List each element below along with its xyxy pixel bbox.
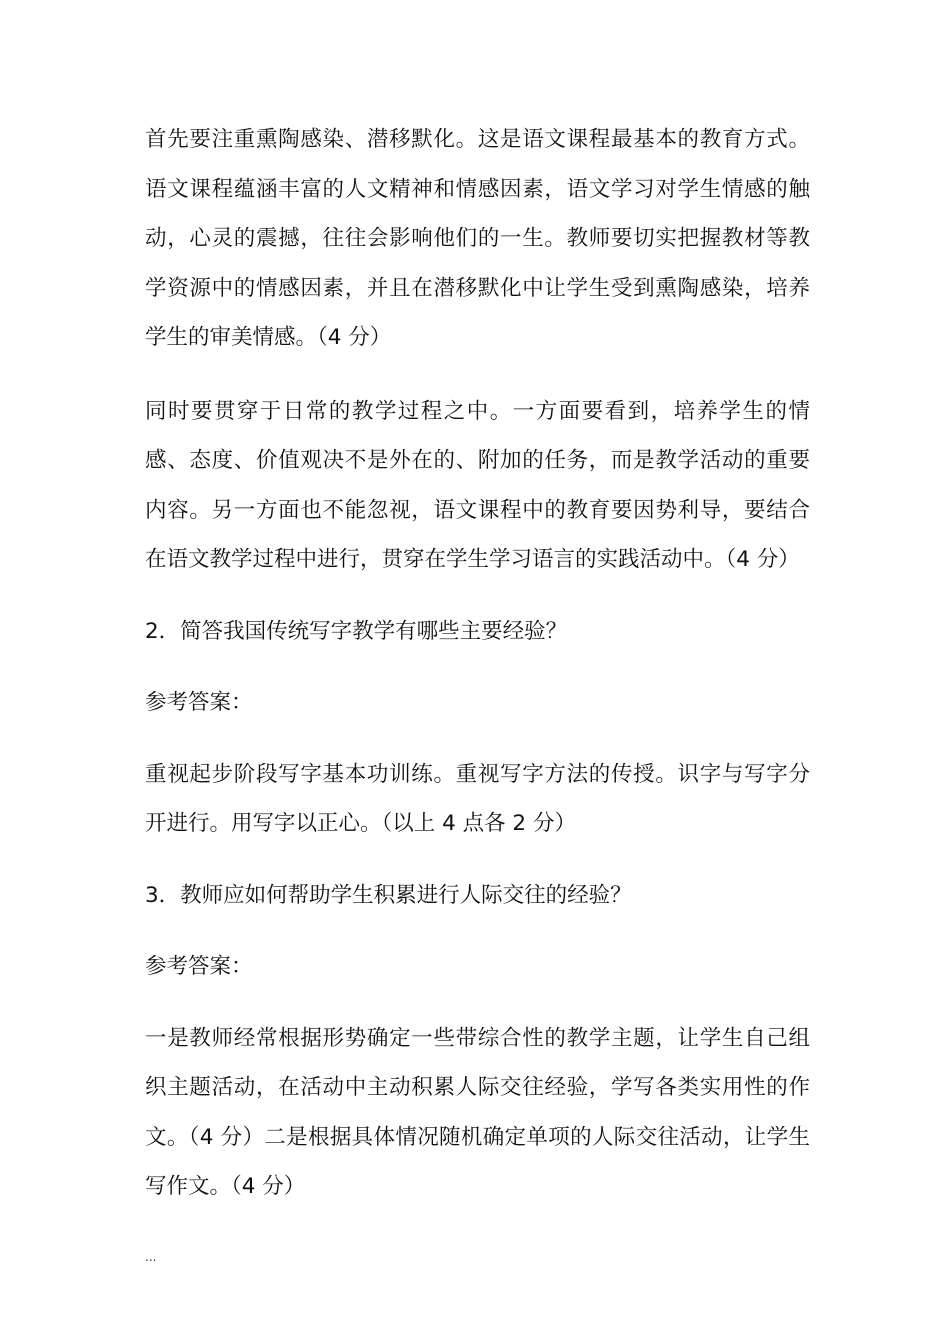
answer-2: 重视起步阶段写字基本功训练。重视写字方法的传授。识字与写字分开进行。用写字以正心。（以上 4 点各 2 分） bbox=[145, 761, 810, 836]
answer-paragraph-1: 首先要注重熏陶感染、潜移默化。这是语文课程最基本的教育方式。语文课程蕴涵丰富的人文精神和情感因素，语文学习对学生情感的触动，心灵的震撼，往往会影响他们的一生。教师要切实把握教材等教学资源中的情感因素，并且在潜移默化中让学生受到熏陶感染，培养学生的审美情感。（4 分） bbox=[145, 127, 810, 350]
answer-label-2: 参考答案： bbox=[145, 690, 253, 715]
answer-3: 一是教师经常根据形势确定一些带综合性的教学主题，让学生自己组织主题活动，在活动中主动积累人际交往经验，学写各类实用性的作文。（4 分）二是根据具体情况随机确定单项的人际交往活动，让学生写作文。（4 分） bbox=[145, 1025, 810, 1199]
page-footer-mark: ... bbox=[145, 1250, 157, 1264]
answer-label-3: 参考答案： bbox=[145, 954, 253, 979]
question-2: 2．简答我国传统写字教学有哪些主要经验？ bbox=[145, 618, 568, 644]
question-3: 3．教师应如何帮助学生积累进行人际交往的经验？ bbox=[145, 882, 632, 908]
document-body bbox=[145, 115, 810, 1212]
answer-paragraph-2: 同时要贯穿于日常的教学过程之中。一方面要看到，培养学生的情感、态度、价值观决不是外在的、附加的任务，而是教学活动的重要内容。另一方面也不能忽视，语文课程中的教育要因势利导，要结合在语文教学过程中进行，贯穿在学生学习语言的实践活动中。（4 分） bbox=[145, 398, 810, 572]
